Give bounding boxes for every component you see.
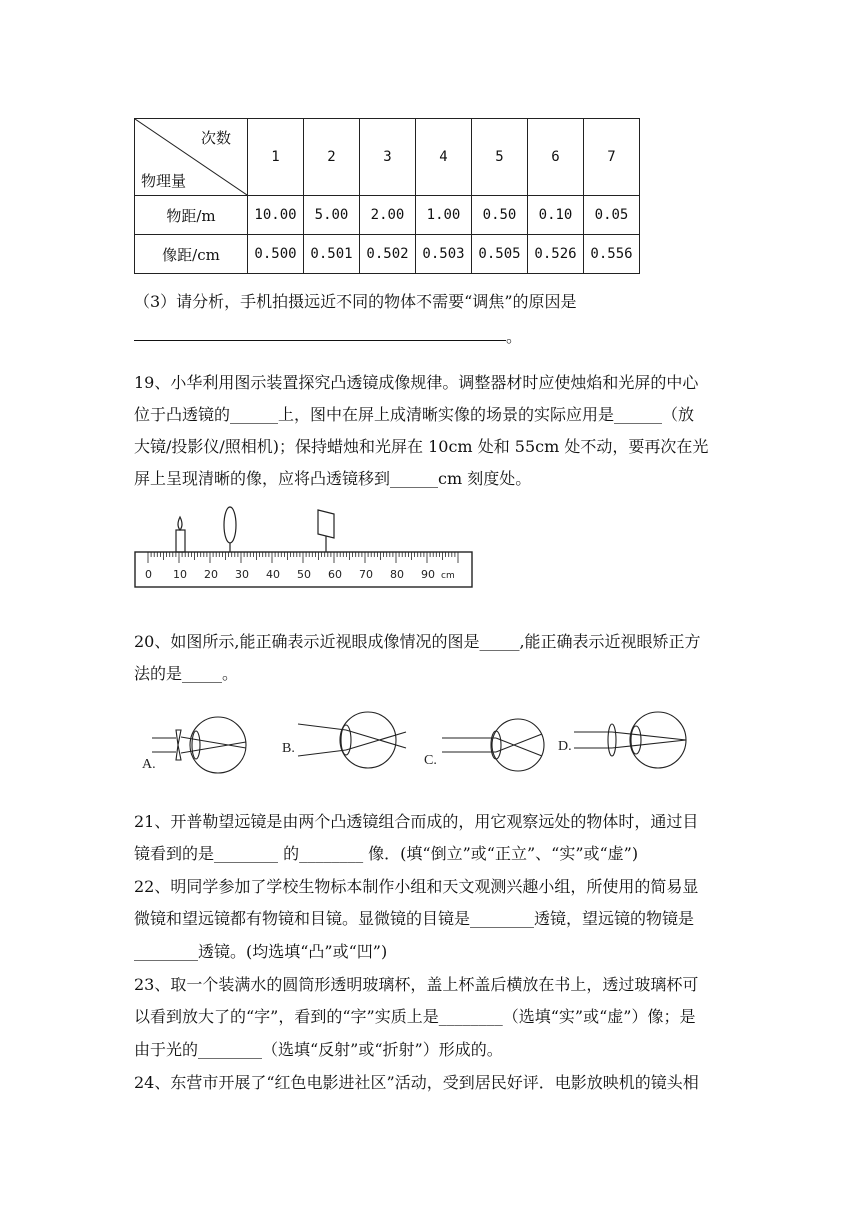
optical-bench-diagram bbox=[130, 500, 480, 595]
q18-3-line1: （3）请分析，手机拍摄远近不同的物体不需要“调焦”的原因是 bbox=[134, 292, 577, 311]
light-screen-icon bbox=[318, 510, 334, 552]
column-header: 2 bbox=[304, 119, 360, 196]
column-header: 6 bbox=[528, 119, 584, 196]
table-cell: 0.10 bbox=[528, 196, 584, 235]
ruler-ticks bbox=[148, 552, 458, 563]
ruler-label: 50 bbox=[297, 568, 311, 581]
q20-line1: 20、如图所示,能正确表示近视眼成像情况的图是_____,能正确表示近视眼矫正方 bbox=[134, 632, 701, 651]
table-cell: 0.05 bbox=[584, 196, 640, 235]
q22-line1: 22、明同学参加了学校生物标本制作小组和天文观测兴趣小组，所使用的简易显 bbox=[134, 877, 699, 896]
q21-line1: 21、开普勒望远镜是由两个凸透镜组合而成的，用它观察远处的物体时，通过目 bbox=[134, 812, 699, 831]
ruler-label: 30 bbox=[235, 568, 249, 581]
table-cell: 2.00 bbox=[360, 196, 416, 235]
diagram-label-b: B. bbox=[282, 741, 295, 756]
eye-diagram-c bbox=[442, 719, 544, 771]
eye-diagram-d bbox=[574, 712, 686, 768]
table-cell: 0.501 bbox=[304, 235, 360, 274]
q22-line3: ________透镜。(均选填“凸”或“凹”) bbox=[134, 942, 388, 961]
table-cell: 5.00 bbox=[304, 196, 360, 235]
convex-lens-icon bbox=[224, 507, 236, 552]
table-cell: 0.503 bbox=[416, 235, 472, 274]
data-table bbox=[134, 118, 640, 274]
ruler-label: 80 bbox=[390, 568, 404, 581]
table-cell: 10.00 bbox=[248, 196, 304, 235]
q20-line2: 法的是_____。 bbox=[134, 664, 239, 683]
ruler-label: 90 bbox=[421, 568, 435, 581]
table-cell: 1.00 bbox=[416, 196, 472, 235]
q23-line2: 以看到放大了的“字”，看到的“字”实质上是________（选填“实”或“虚”）像；是 bbox=[134, 1007, 696, 1026]
column-header: 3 bbox=[360, 119, 416, 196]
column-header: 1 bbox=[248, 119, 304, 196]
q19-line3: 大镜/投影仪/照相机)；保持蜡烛和光屏在 10cm 处和 55cm 处不动，要再次在光 bbox=[134, 437, 709, 456]
column-header: 7 bbox=[584, 119, 640, 196]
table-cell: 0.502 bbox=[360, 235, 416, 274]
ruler-unit-label: cm bbox=[441, 571, 455, 581]
q19-line2: 位于凸透镜的______上，图中在屏上成清晰实像的场景的实际应用是______（放 bbox=[134, 405, 695, 424]
eye-diagrams bbox=[130, 700, 730, 790]
diagram-label-d: D. bbox=[558, 739, 572, 754]
q21-line2: 镜看到的是________ 的________ 像．(填“倒立”或“正立”、“实”或“虚”) bbox=[134, 844, 639, 863]
table-row bbox=[135, 235, 640, 274]
ruler-label: 10 bbox=[173, 568, 187, 581]
row-label: 像距/cm bbox=[135, 235, 248, 274]
ruler-label: 0 bbox=[145, 568, 152, 581]
column-header: 5 bbox=[472, 119, 528, 196]
q23-line3: 由于光的________（选填“反射”或“折射”）形成的。 bbox=[134, 1040, 503, 1059]
q19-line1: 19、小华利用图示装置探究凸透镜成像规律。调整器材时应使烛焰和光屏的中心 bbox=[134, 373, 699, 392]
table-cell: 0.505 bbox=[472, 235, 528, 274]
diagram-label-a: A. bbox=[142, 757, 156, 772]
q24-line1: 24、东营市开展了“红色电影进社区”活动，受到居民好评．电影放映机的镜头相 bbox=[134, 1073, 699, 1092]
eye-diagram-a bbox=[152, 717, 246, 773]
table-cell: 0.50 bbox=[472, 196, 528, 235]
table-row bbox=[135, 196, 640, 235]
row-label: 物距/m bbox=[135, 196, 248, 235]
header-top-label: 次数 bbox=[200, 129, 231, 147]
eye-diagram-b bbox=[298, 712, 406, 768]
table-header-cell bbox=[135, 119, 248, 196]
ruler-label: 20 bbox=[204, 568, 218, 581]
diagram-label-c: C. bbox=[424, 753, 437, 768]
q23-line1: 23、取一个装满水的圆筒形透明玻璃杯，盖上杯盖后横放在书上，透过玻璃杯可 bbox=[134, 975, 699, 994]
table-cell: 0.556 bbox=[584, 235, 640, 274]
q22-line2: 微镜和望远镜都有物镜和目镜。显微镜的目镜是________透镜，望远镜的物镜是 bbox=[134, 909, 695, 928]
answer-blank-line bbox=[134, 340, 506, 341]
column-header: 4 bbox=[416, 119, 472, 196]
table-cell: 0.526 bbox=[528, 235, 584, 274]
header-bottom-label: 物理量 bbox=[141, 172, 187, 190]
ruler-label: 60 bbox=[328, 568, 342, 581]
q19-line4: 屏上呈现清晰的像，应将凸透镜移到______cm 刻度处。 bbox=[134, 469, 532, 488]
table-cell: 0.500 bbox=[248, 235, 304, 274]
q18-3-period: 。 bbox=[506, 327, 523, 346]
ruler-label: 70 bbox=[359, 568, 373, 581]
ruler-label: 40 bbox=[266, 568, 280, 581]
candle-icon bbox=[176, 517, 185, 552]
